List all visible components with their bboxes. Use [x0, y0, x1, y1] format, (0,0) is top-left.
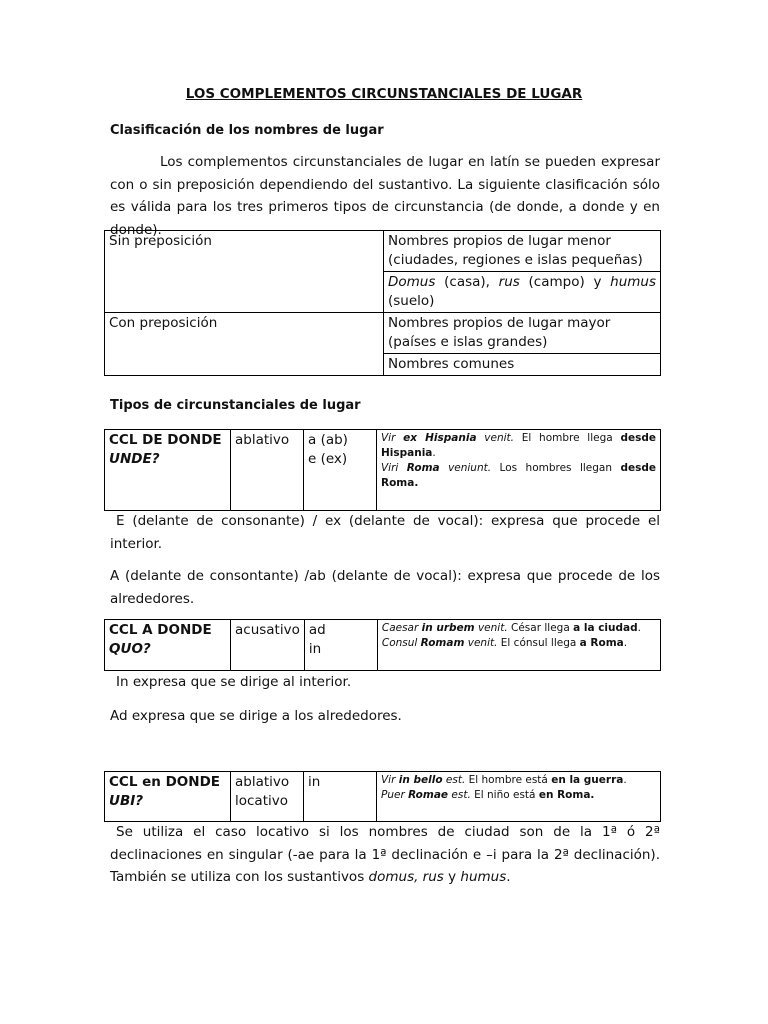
quo-table: [104, 619, 661, 671]
unde-ex2-e: desde Roma.: [381, 462, 657, 489]
ubi-note: [110, 821, 660, 889]
ubi-ex2-e: en Roma.: [538, 789, 595, 801]
quo-ex2-e: a Roma: [579, 637, 624, 649]
ubi-ex2-b: Romae: [408, 789, 449, 801]
section-heading-clasificacion: Clasificación de los nombres de lugar: [110, 123, 384, 138]
unde-example-2: [381, 461, 656, 491]
ubi-ex1-b: in bello: [398, 774, 443, 786]
rus-translation: (campo) y: [528, 274, 602, 290]
page-title: LOS COMPLEMENTOS CIRCUNSTANCIALES DE LUGAR: [185, 86, 583, 102]
quo-question: QUO?: [109, 641, 151, 657]
ubi-ex2-c: est.: [451, 789, 471, 801]
domus-translation: (casa),: [444, 274, 490, 290]
ubi-note-b: domus, rus: [368, 869, 444, 885]
unde-name: CCL DE DONDE: [109, 432, 222, 448]
rus-word: rus: [498, 274, 520, 290]
ubi-name: CCL en DONDE: [109, 774, 220, 790]
con-preposicion-cell: Con preposición: [105, 313, 384, 376]
quo-name: CCL A DONDE: [109, 622, 212, 638]
unde-ex1-b: ex Hispania: [403, 432, 477, 444]
unde-ex2-a: Viri: [381, 462, 399, 474]
quo-ex2-a: Consul: [381, 637, 418, 649]
sin-row1-cell: Nombres propios de lugar menor (ciudades, regiones e islas pequeñas): [384, 231, 661, 272]
quo-example-cell: [377, 620, 660, 671]
quo-ex1-a: Caesar: [381, 622, 419, 634]
ubi-case2: locativo: [235, 793, 288, 809]
unde-note-2: A (delante de consontante) /ab (delante de vocal): expresa que procede de los alrededores.: [110, 568, 660, 607]
ubi-ex1-c: est.: [445, 774, 466, 786]
ubi-name-cell: [105, 772, 231, 822]
unde-ex2-b: Roma: [406, 462, 440, 474]
quo-prep1: ad: [308, 622, 326, 638]
unde-ex1-e: desde Hispania: [381, 432, 656, 459]
quo-prep2: in: [308, 641, 322, 657]
quo-example-1: Caesar in urbem venit. César llega a la ciudad.: [381, 622, 641, 634]
ubi-case-cell: [231, 772, 304, 822]
quo-ex2-b: Romam: [420, 637, 465, 649]
con-row2-cell: Nombres comunes: [384, 354, 661, 376]
con-row1-cell: Nombres propios de lugar mayor (países e islas grandes): [384, 313, 661, 354]
ubi-ex1-d: El hombre está: [468, 774, 548, 786]
ubi-note-c: y: [448, 869, 457, 885]
ubi-ex2-a: Puer: [381, 789, 405, 801]
sin-row2-line: [388, 273, 656, 292]
quo-prep-cell: [304, 620, 377, 671]
quo-ex1-d: César llega: [511, 622, 570, 634]
ubi-ex2-d: El niño está: [474, 789, 536, 801]
ubi-note-d: humus: [460, 869, 507, 885]
unde-ex2-d: Los hombres llegan: [499, 462, 613, 474]
ubi-example-cell: [377, 772, 661, 822]
quo-ex2-d: El cónsul llega: [500, 637, 577, 649]
sin-preposicion-cell: Sin preposición: [105, 231, 384, 313]
ubi-ex1-e: en la guerra: [551, 774, 624, 786]
ubi-example-1: Vir in bello est. El hombre está en la guerra.: [381, 774, 627, 786]
intro-paragraph: [110, 151, 660, 241]
ubi-note-a: Se utiliza el caso locativo si los nombres de ciudad son de la 1ª ó 2ª declinaciones en singular (-ae para la 1ª declinación e –i para la 2ª declinación). También se utiliza con los sustantivos: [110, 824, 660, 885]
unde-ex1-a: Vir: [381, 432, 396, 444]
sin-row2-cell: [384, 272, 661, 313]
unde-question: UNDE?: [109, 451, 160, 467]
unde-ex2-c: veniunt.: [448, 462, 492, 474]
classification-table: [104, 230, 661, 376]
unde-prep2: e (ex): [308, 451, 348, 467]
unde-ex1-c: venit.: [484, 432, 514, 444]
quo-ex1-b: in urbem: [421, 622, 475, 634]
quo-ex1-e: a la ciudad: [573, 622, 638, 634]
domus-word: Domus: [388, 274, 436, 290]
unde-note-1: E (delante de consonante) / ex (delante de vocal): expresa que procede el interior.: [110, 513, 660, 552]
quo-ex1-c: venit.: [477, 622, 508, 634]
unde-name-cell: [105, 430, 231, 511]
ubi-table: [104, 771, 661, 822]
quo-note-2: Ad expresa que se dirige a los alrededores.: [110, 708, 402, 724]
quo-name-cell: [105, 620, 231, 671]
quo-note-1: In expresa que se dirige al interior.: [116, 674, 352, 690]
humus-word: humus: [610, 274, 657, 290]
unde-case-cell: ablativo: [231, 430, 304, 511]
unde-table: [104, 429, 661, 511]
humus-translation: (suelo): [388, 293, 435, 309]
section-heading-tipos: Tipos de circunstanciales de lugar: [110, 398, 361, 413]
ubi-example-2: [381, 788, 656, 803]
unde-ex1-d: El hombre llega: [521, 432, 613, 444]
quo-ex2-c: venit.: [467, 637, 498, 649]
ubi-question: UBI?: [109, 793, 144, 809]
ubi-note-e: .: [506, 869, 511, 885]
quo-case-cell: acusativo: [231, 620, 305, 671]
intro-paragraph-text: Los complementos circunstanciales de lugar en latín se pueden expresar con o sin preposición dependiendo del sustantivo. La siguiente clasificación sólo es válida para los tres primeros tipos de circunstancia (de donde, a donde y en donde).: [110, 154, 660, 238]
unde-prep-cell: [304, 430, 377, 511]
unde-prep1: a (ab): [308, 432, 348, 448]
ubi-case1: ablativo: [235, 774, 290, 790]
ubi-prep-cell: in: [304, 772, 377, 822]
quo-example-2: Consul Romam venit. El cónsul llega a Roma.: [381, 637, 628, 649]
unde-example-cell: [377, 430, 661, 511]
unde-example-1: Vir ex Hispania venit. El hombre llega desde Hispania.: [381, 432, 656, 459]
ubi-ex1-a: Vir: [381, 774, 396, 786]
